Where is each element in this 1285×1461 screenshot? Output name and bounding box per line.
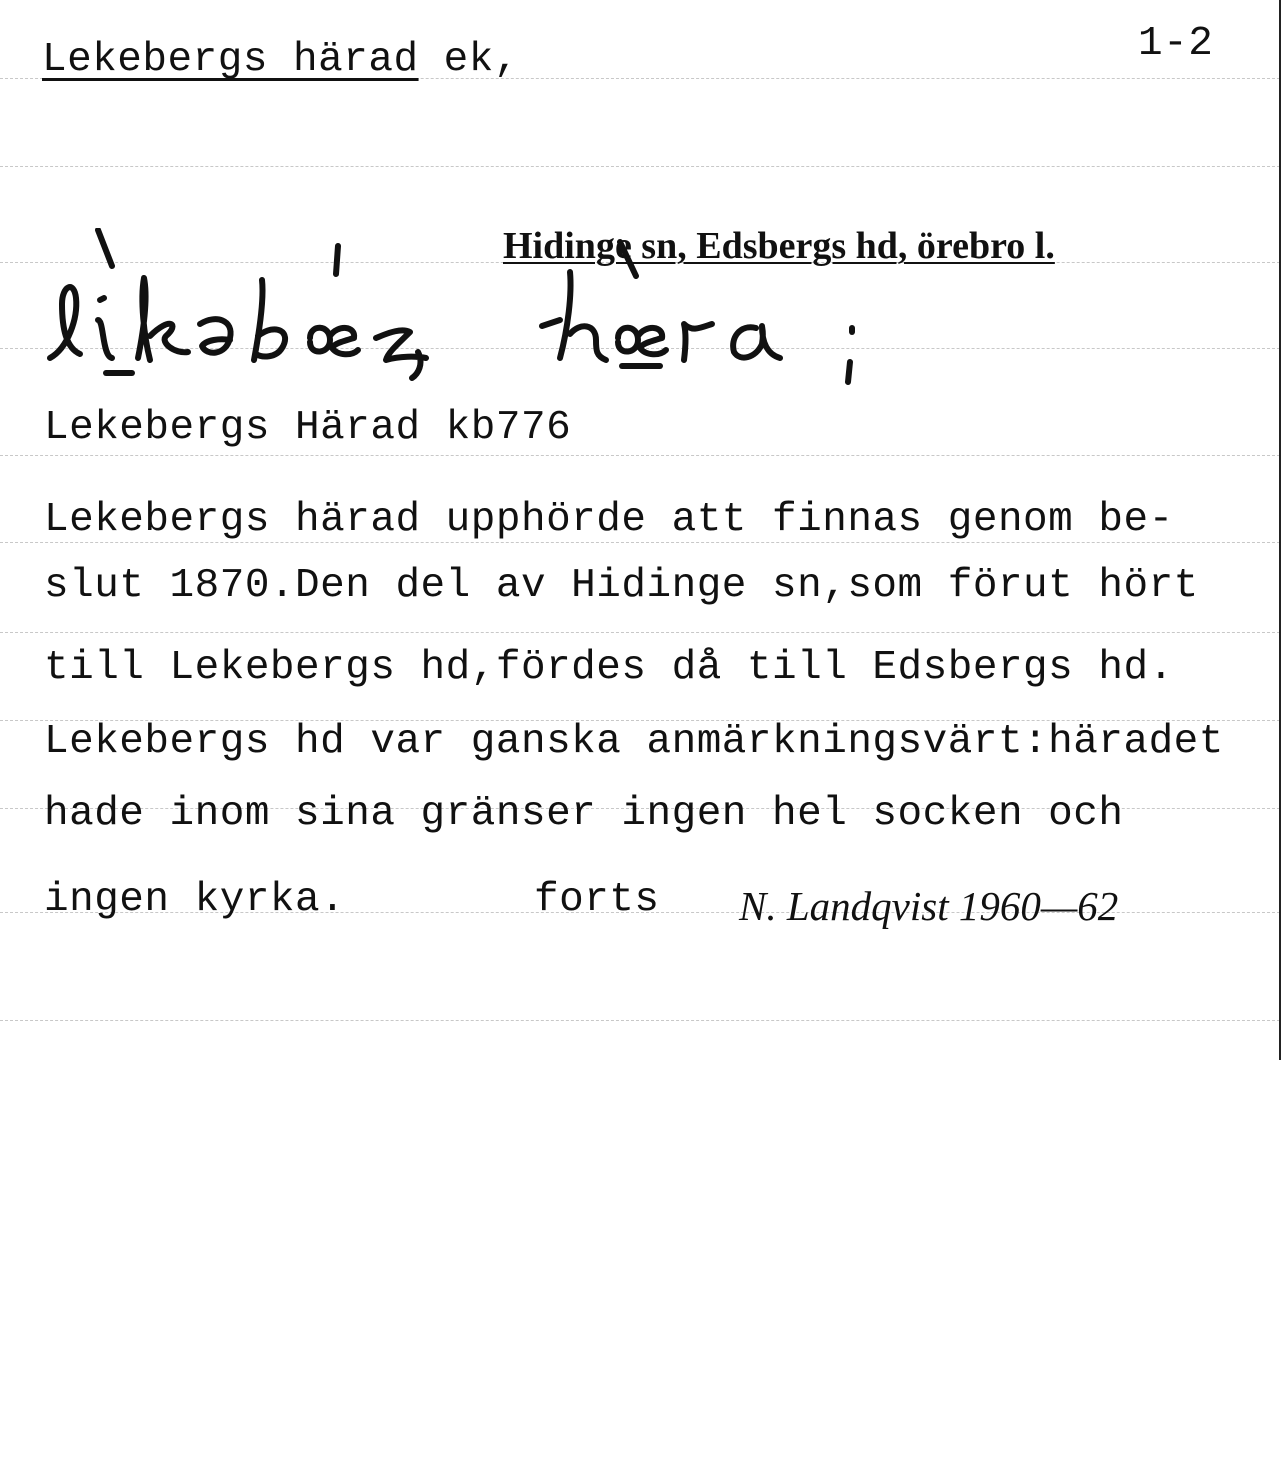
heading-name: Lekebergs härad bbox=[42, 37, 419, 83]
body-line: Lekebergs härad upphörde att finnas genom be- bbox=[44, 497, 1174, 543]
body-line: ingen kyrka. bbox=[44, 877, 346, 923]
author-signature: N. Landqvist 1960—62 bbox=[739, 883, 1119, 929]
source-reference: Lekebergs Härad kb776 bbox=[44, 405, 572, 451]
card-rule-line bbox=[0, 1020, 1280, 1021]
body-line: till Lekebergs hd,fördes då till Edsbergs hd. bbox=[44, 645, 1174, 691]
phonetic-transcription-handwriting bbox=[40, 228, 880, 398]
card-rule-line bbox=[0, 166, 1280, 167]
heading-suffix: ek, bbox=[418, 37, 519, 83]
card-rule-line bbox=[0, 632, 1280, 633]
body-line: Lekebergs hd var ganska anmärkningsvärt:häradet bbox=[44, 719, 1224, 765]
continuation-note: forts bbox=[534, 877, 660, 923]
card-edge bbox=[1279, 0, 1281, 1060]
card-rule-line bbox=[0, 455, 1280, 456]
body-line: hade inom sina gränser ingen hel socken och bbox=[44, 791, 1124, 837]
card-number: 1-2 bbox=[1138, 21, 1214, 67]
card-heading bbox=[42, 37, 519, 83]
body-line: slut 1870.Den del av Hidinge sn,som förut hört bbox=[44, 563, 1199, 609]
parish-location: Hidinge sn, Edsbergs hd, örebro l. bbox=[503, 225, 1055, 267]
closing-row bbox=[44, 877, 1224, 930]
